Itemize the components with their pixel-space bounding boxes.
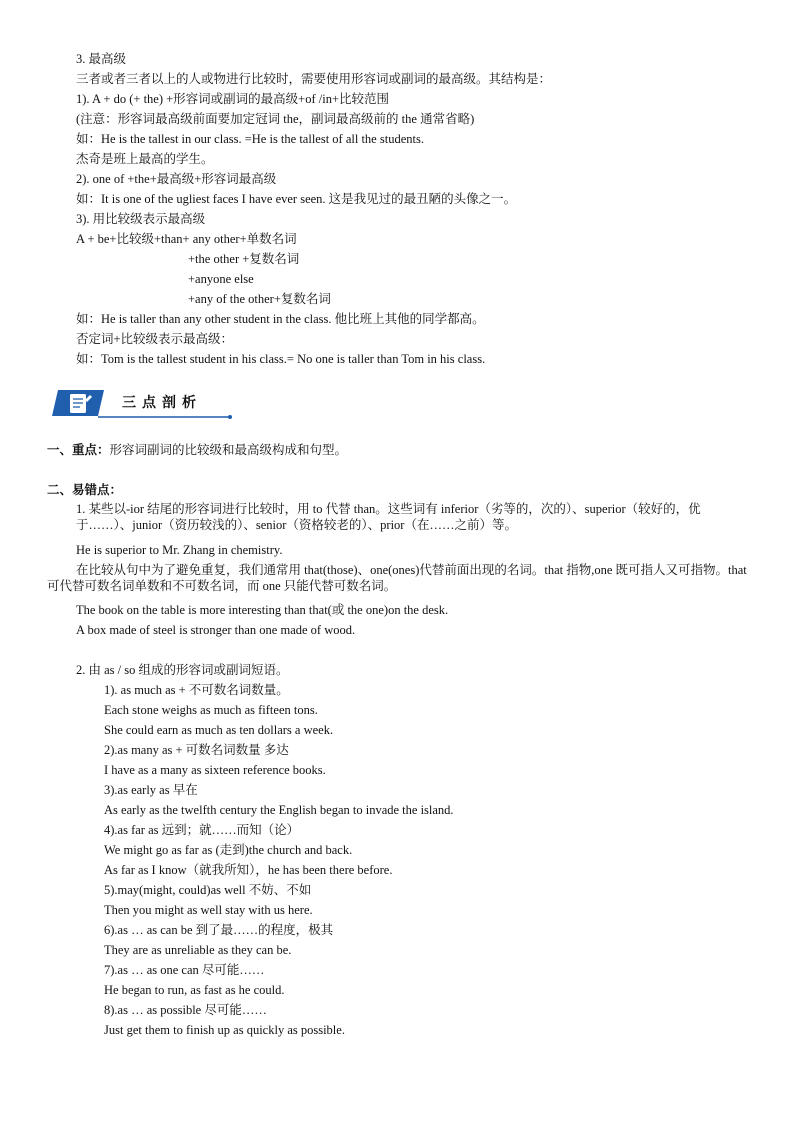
section-title: 三点剖析 [122,395,202,411]
list-item: 3).as early as 早在 [104,783,198,797]
list-item: They are as unreliable as they can be. [104,943,292,957]
list-item: 8).as … as possible 尽可能…… [104,1003,267,1017]
key-point-line [47,442,347,458]
text-line: +the other +复数名词 [188,252,300,266]
text-line: +anyone else [188,272,254,286]
error-points-label: 二、易错点： [47,483,123,497]
text-line: 3). 用比较级表示最高级 [76,212,206,226]
example-line: The book on the table is more interesting than that(或 the one)on the desk. [76,603,449,617]
list-item: Each stone weighs as much as fifteen tons. [104,703,318,717]
text-line: 1). A + do (+ the) +形容词或副词的最高级+of /in+比较范围 [76,92,390,106]
key-point-label: 一、重点： [47,443,110,457]
example-line: 如：He is taller than any other student in the class. 他比班上其他的同学都高。 [76,312,485,326]
example-line: 如：Tom is the tallest student in his class.= No one is taller than Tom in his class. [76,352,486,366]
key-point-text: 形容词副词的比较级和最高级构成和句型。 [109,443,348,457]
text-line: 2). one of +the+最高级+形容词最高级 [76,172,277,186]
example-line: 如：It is one of the ugliest faces I have ever seen. 这是我见过的最丑陋的头像之一。 [76,192,517,206]
list-item: 6).as … as can be 到了最……的程度，极其 [104,923,334,937]
example-line: A box made of steel is stronger than one made of wood. [76,623,356,637]
list-item: As early as the twelfth century the English began to invade the island. [104,803,454,817]
list-item: As far as I know（就我所知），he has been there before. [104,863,393,877]
list-item: He began to run, as fast as he could. [104,983,285,997]
list-item: She could earn as much as ten dollars a week. [104,723,334,737]
list-item: 1). as much as + 不可数名词数量。 [104,683,289,697]
list-item: 5).may(might, could)as well 不妨、不如 [104,883,312,897]
list-item: Just get them to finish up as quickly as possible. [104,1023,345,1037]
error-paragraph-3: 2. 由 as / so 组成的形容词或副词短语。 [76,663,289,677]
text-line: 杰奇是班上最高的学生。 [76,152,214,166]
list-item: 2).as many as + 可数名词数量 多达 [104,743,289,757]
heading-superlative: 3. 最高级 [76,52,127,66]
list-item: 4).as far as 远到；就……而知（论） [104,823,300,837]
list-item: Then you might as well stay with us here. [104,903,313,917]
text-line: +any of the other+复数名词 [188,292,331,306]
list-item: I have as a many as sixteen reference books. [104,763,326,777]
error-paragraph-2: 在比较从句中为了避免重复，我们通常用 that(those)、one(ones)代替前面出现的名词。that 指物,one 既可指人又可指物。that 可代替可数名词单数和不可数名词，而 one 只能代替可数名词。 [47,563,747,593]
example-line: 如：He is the tallest in our class. =He is the tallest of all the students. [76,132,424,146]
text-line: 否定词+比较级表示最高级： [76,332,234,346]
error-paragraph-1: 1. 某些以-ior 结尾的形容词进行比较时，用 to 代替 than。这些词有 inferior（劣等的，次的）、superior（较好的，优于……）、junior（资历较浅的）、senior（资格较老的）、prior（在……之前）等。 [76,502,701,532]
text-line: (注意：形容词最高级前面要加定冠词 the，副词最高级前的 the 通常省略) [76,112,475,126]
list-item: We might go as far as (走到)the church and back. [104,843,353,857]
example-line: He is superior to Mr. Zhang in chemistry. [76,543,283,557]
text-line: A + be+比较级+than+ any other+单数名词 [76,232,297,246]
list-item: 7).as … as one can 尽可能…… [104,963,265,977]
text-line: 三者或者三者以上的人或物进行比较时，需要使用形容词或副词的最高级。其结构是： [76,72,552,86]
